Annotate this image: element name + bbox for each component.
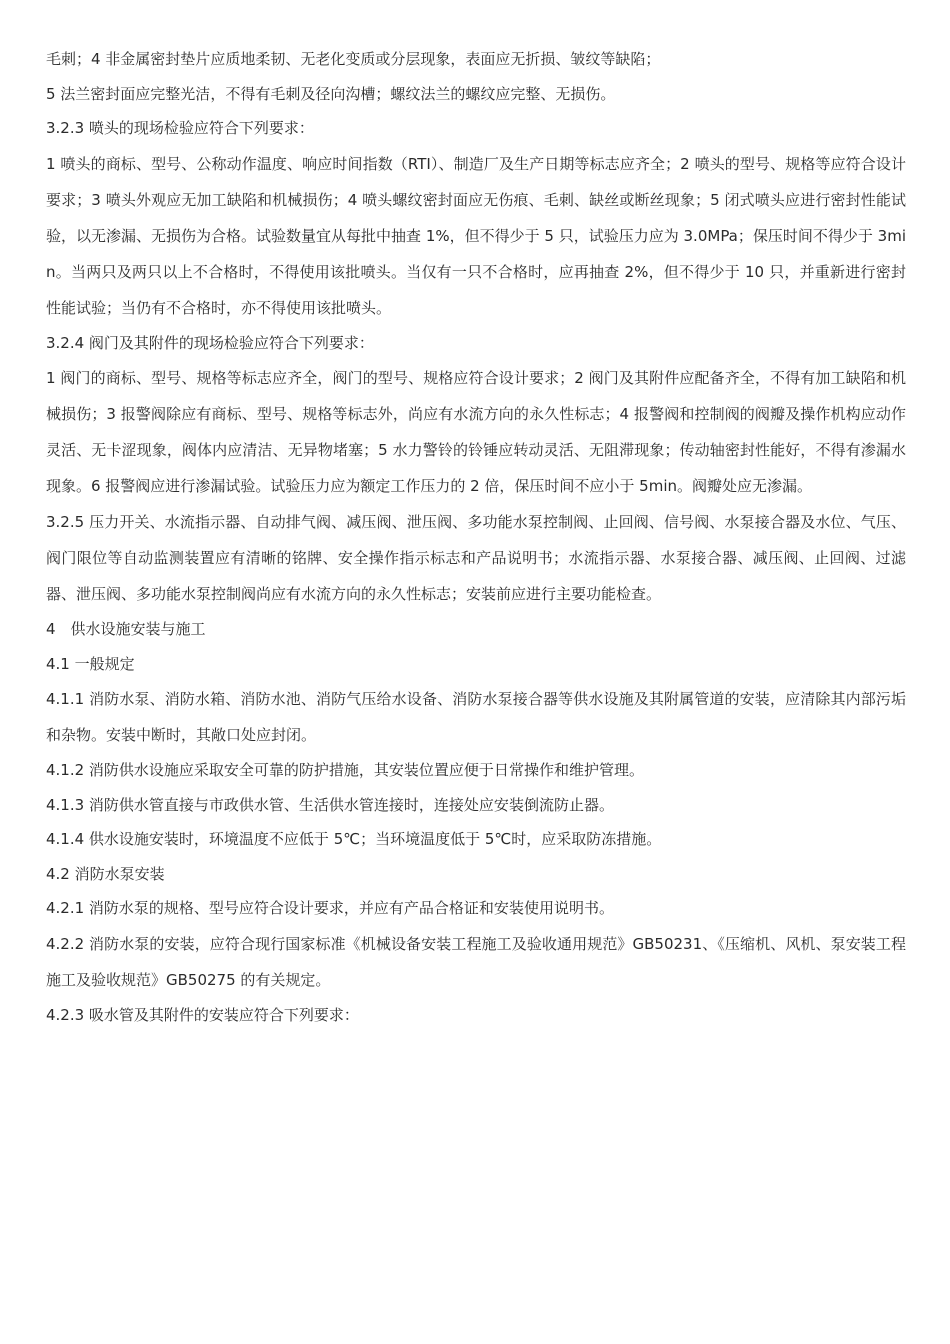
clause-3-2-3-body: 1 喷头的商标、型号、公称动作温度、响应时间指数（RTI）、制造厂及生产日期等标志应齐全；2 喷头的型号、规格等应符合设计要求；3 喷头外观应无加工缺陷和机械损伤；4 喷头螺纹密封面应无伤痕、毛刺、缺丝或断丝现象；5 闭式喷头应进行密封性能试验，以无渗漏、无损伤为合格。试验数量宜从每批中抽查 1%，但不得少于 5 只，试验压力应为 3.0MPa；保压时间不得少于 3min。当两只及两只以上不合格时，不得使用该批喷头。当仅有一只不合格时，应再抽查 2%，但不得少于 10 只，并重新进行密封性能试验；当仍有不合格时，亦不得使用该批喷头。 <box>46 154 906 317</box>
clause-4-1-1: 4.1.1 消防水泵、消防水箱、消防水池、消防气压给水设备、消防水泵接合器等供水设施及其附属管道的安装，应清除其内部污垢和杂物。安装中断时，其敞口处应封闭。 <box>46 690 906 744</box>
clause-4-2-3-heading: 4.2.3 吸水管及其附件的安装应符合下列要求： <box>46 1005 359 1024</box>
section-4-2-title: 4.2 消防水泵安装 <box>46 864 165 883</box>
gasket-requirement-fragment: 毛刺；4 非金属密封垫片应质地柔韧、无老化变质或分层现象，表面应无折损、皱纹等缺陷； <box>46 50 661 68</box>
flange-surface-requirement: 5 法兰密封面应完整光洁，不得有毛刺及径向沟槽；螺纹法兰的螺纹应完整、无损伤。 <box>46 84 616 103</box>
section-4-1-title: 4.1 一般规定 <box>46 654 135 673</box>
clause-4-1-4: 4.1.4 供水设施安装时，环境温度不应低于 5℃；当环境温度低于 5℃时，应采取防冻措施。 <box>46 830 662 848</box>
chapter-4-title: 4 供水设施安装与施工 <box>46 620 206 638</box>
clause-3-2-4-body: 1 阀门的商标、型号、规格等标志应齐全，阀门的型号、规格应符合设计要求；2 阀门及其附件应配备齐全，不得有加工缺陷和机械损伤；3 报警阀除应有商标、型号、规格等标志外，尚应有水流方向的永久性标志；4 报警阀和控制阀的阀瓣及操作机构应动作灵活、无卡涩现象，阀体内应清洁、无异物堵塞；5 水力警铃的铃锤应转动灵活、无阻滞现象；传动轴密封性能好，不得有渗漏水现象。6 报警阀应进行渗漏试验。试验压力应为额定工作压力的 2 倍，保压时间不应小于 5min。阀瓣处应无渗漏。 <box>46 369 906 495</box>
clause-4-2-2: 4.2.2 消防水泵的安装，应符合现行国家标准《机械设备安装工程施工及验收通用规范》GB50231、《压缩机、风机、泵安装工程施工及验收规范》GB50275 的有关规定。 <box>46 934 906 989</box>
clause-3-2-5: 3.2.5 压力开关、水流指示器、自动排气阀、减压阀、泄压阀、多功能水泵控制阀、止回阀、信号阀、水泵接合器及水位、气压、阀门限位等自动监测装置应有清晰的铭牌、安全操作指示标志和产品说明书；水流指示器、水泵接合器、减压阀、止回阀、过滤器、泄压阀、多功能水泵控制阀尚应有水流方向的永久性标志；安装前应进行主要功能检查。 <box>46 513 906 603</box>
clause-3-2-3-heading: 3.2.3 喷头的现场检验应符合下列要求： <box>46 119 314 137</box>
clause-3-2-4-heading: 3.2.4 阀门及其附件的现场检验应符合下列要求： <box>46 333 374 352</box>
clause-4-1-3: 4.1.3 消防供水管直接与市政供水管、生活供水管连接时，连接处应安装倒流防止器。 <box>46 795 614 814</box>
clause-4-2-1: 4.2.1 消防水泵的规格、型号应符合设计要求，并应有产品合格证和安装使用说明书。 <box>46 899 614 917</box>
clause-4-1-2: 4.1.2 消防供水设施应采取安全可靠的防护措施，其安装位置应便于日常操作和维护管理。 <box>46 761 644 779</box>
